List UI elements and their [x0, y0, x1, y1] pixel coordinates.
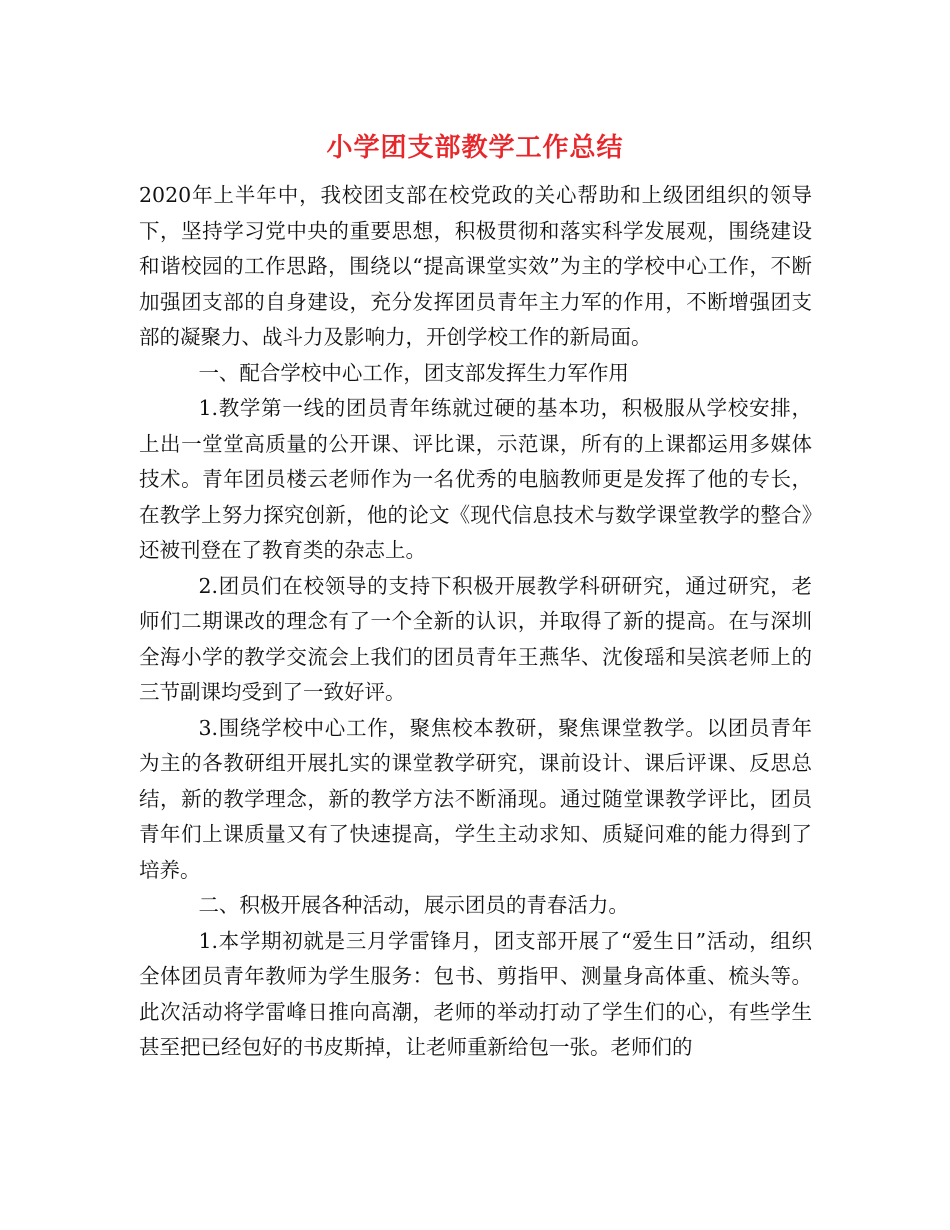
paragraph-1-3: 3.围绕学校中心工作，聚焦校本教研，聚焦课堂教学。以团员青年为主的各教研组开展扎实的课堂教学研究，课前设计、课后评课、反思总结，新的教学理念，新的教学方法不断涌现。通过随堂课教学评比，团员青年们上课质量又有了快速提高，学生主动求知、质疑问难的能力得到了培养。: [139, 715, 812, 882]
section-heading-2: 二、积极开展各种活动，展示团员的青春活力。: [198, 893, 629, 917]
paragraph-1-2: 2.团员们在校领导的支持下积极开展教学科研研究，通过研究，老师们二期课改的理念有了一个全新的认识，并取得了新的提高。在与深圳全海小学的教学交流会上我们的团员青年王燕华、沈俊瑶和吴滨老师上的三节副课均受到了一致好评。: [139, 573, 812, 704]
paragraph-1-1: 1.教学第一线的团员青年练就过硬的基本功，积极服从学校安排，上出一堂堂高质量的公开课、评比课，示范课，所有的上课都运用多媒体技术。青年团员楼云老师作为一名优秀的电脑教师更是发挥了他的专长，在教学上努力探究创新，他的论文《现代信息技术与数学课堂教学的整合》还被刊登在了教育类的杂志上。: [139, 396, 812, 562]
paragraph-2-1: 1.本学期初就是三月学雷锋月，团支部开展了“爱生日”活动，组织全体团员青年教师为学生服务：包书、剪指甲、测量身高体重、梳头等。此次活动将学雷峰日推向高潮，老师的举动打动了学生们的心，有些学生甚至把已经包好的书皮斯掉，让老师重新给包一张。老师们的: [139, 928, 812, 1059]
section-heading-1: 一、配合学校中心工作，团支部发挥生力军作用: [198, 360, 629, 385]
document-title: 小学团支部教学工作总结: [326, 133, 624, 163]
paragraph-intro: 2020年上半年中，我校团支部在校党政的关心帮助和上级团组织的领导下，坚持学习党中央的重要思想，积极贯彻和落实科学发展观，围绕建设和谐校园的工作思路，围绕以“提高课堂实效”为主的学校中心工作，不断加强团支部的自身建设，充分发挥团员青年主力军的作用，不断增强团支部的凝聚力、战斗力及影响力，开创学校工作的新局面。: [139, 183, 812, 349]
document-body: [139, 178, 812, 1066]
